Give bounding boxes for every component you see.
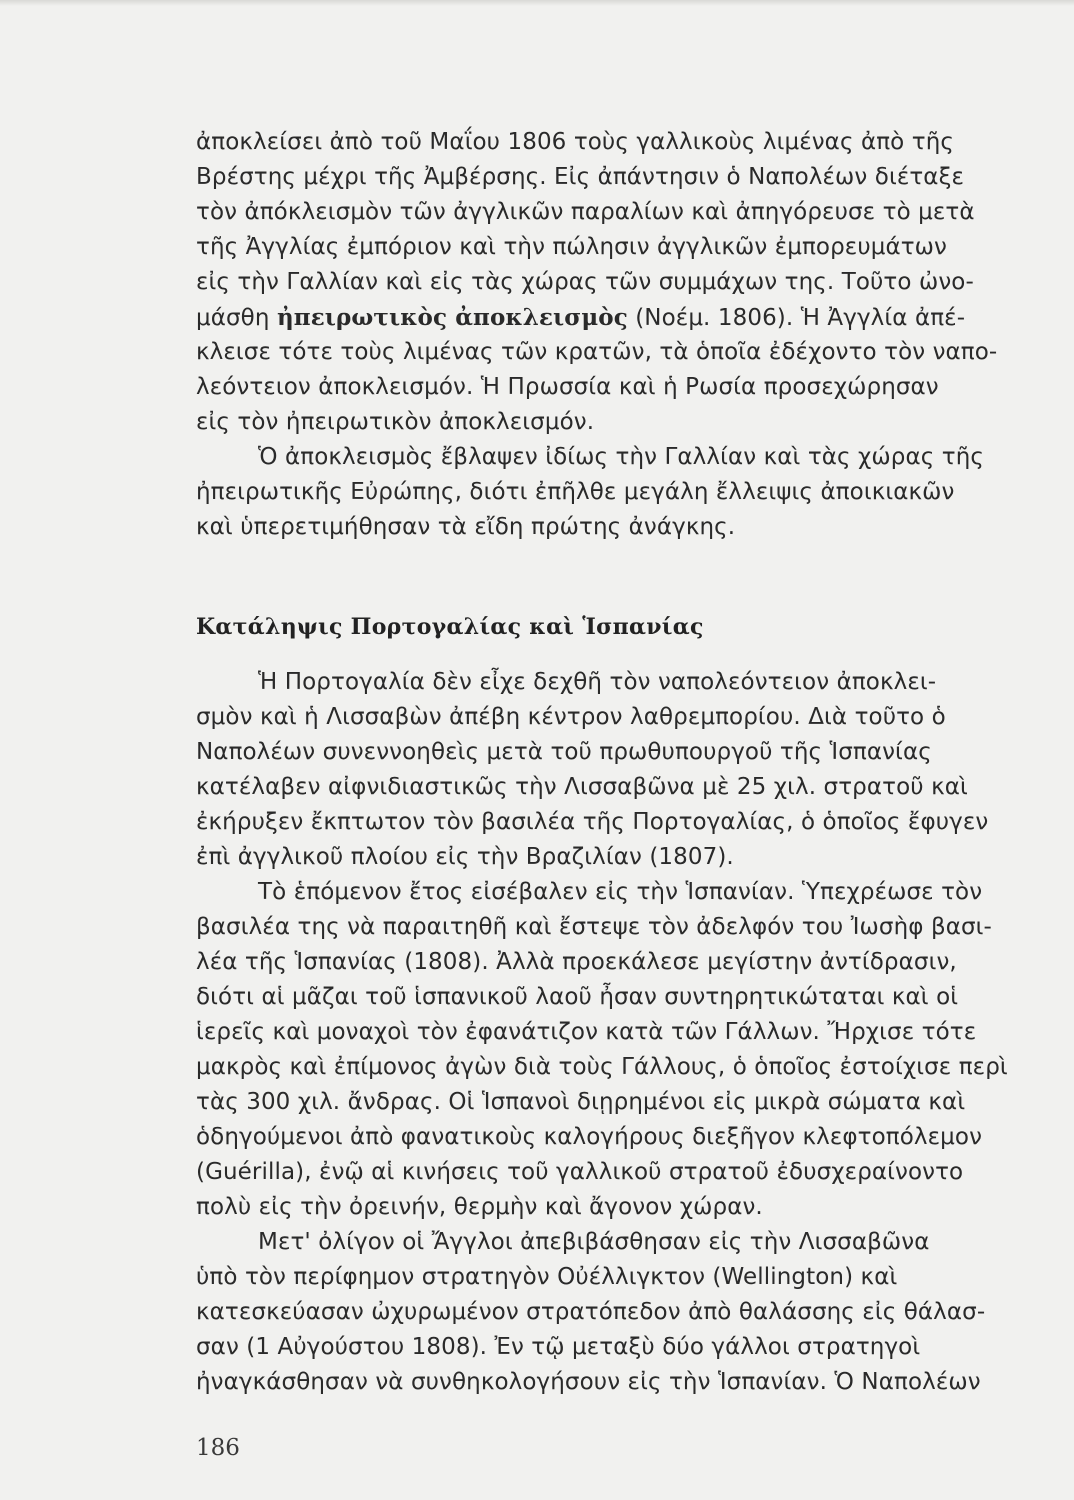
text-line: ὑπὸ τὸν περίφημον στρατηγὸν Οὐέλλιγκτον (Wellington) καὶ bbox=[196, 1264, 898, 1290]
text-line: ἠναγκάσθησαν νὰ συνθηκολογήσουν εἰς τὴν Ἱσπανίαν. Ὁ Ναπολέων bbox=[196, 1369, 981, 1395]
text-line: ὁδηγούμενοι ἀπὸ φανατικοὺς καλογήρους διεξῆγον κλεφτοπόλεμον bbox=[196, 1124, 983, 1150]
text-line-with-term bbox=[196, 300, 1014, 335]
text-line: σαν (1 Αὐγούστου 1808). Ἐν τῷ μεταξὺ δύο γάλλοι στρατηγοὶ bbox=[196, 1334, 921, 1360]
section-heading: Κατάληψις Πορτογαλίας καὶ Ἱσπανίας bbox=[196, 614, 704, 640]
bold-term-continental-blockade: ἠπειρωτικὸς ἀποκλεισμὸς bbox=[276, 304, 628, 331]
text-line: τὰς 300 χιλ. ἄνδρας. Οἱ Ἱσπανοὶ διῃρημένοι εἰς μικρὰ σώματα καὶ bbox=[196, 1089, 966, 1115]
text-line: διότι αἱ μᾶζαι τοῦ ἱσπανικοῦ λαοῦ ἦσαν συντηρητικώταται καὶ οἱ bbox=[196, 984, 959, 1010]
text-line: βασιλέα της νὰ παραιτηθῆ καὶ ἔστεψε τὸν ἀδελφόν του Ἰωσὴφ βασι- bbox=[196, 914, 992, 940]
page-top-edge bbox=[0, 0, 1074, 6]
text-fragment: (Νοέμ. 1806). Ἡ Ἀγγλία ἀπέ- bbox=[635, 305, 966, 331]
text-line: μακρὸς καὶ ἐπίμονος ἀγὼν διὰ τοὺς Γάλλους, ὁ ὁποῖος ἐστοίχισε περὶ bbox=[196, 1054, 1008, 1080]
section-continental-blockade bbox=[196, 125, 1014, 545]
text-line: τῆς Ἀγγλίας ἐμπόριον καὶ τὴν πώλησιν ἀγγλικῶν ἐμπορευμάτων bbox=[196, 234, 947, 260]
text-line: πολὺ εἰς τὴν ὀρεινήν, θερμὴν καὶ ἄγονον χώραν. bbox=[196, 1194, 763, 1220]
text-line: ἠπειρωτικῆς Εὐρώπης, διότι ἐπῆλθε μεγάλη ἔλλειψις ἀποικιακῶν bbox=[196, 479, 955, 505]
text-line: κατέλαβεν αἰφνιδιαστικῶς τὴν Λισσαβῶνα μὲ 25 χιλ. στρατοῦ καὶ bbox=[196, 774, 968, 800]
text-line: (Guérilla), ἐνῷ αἱ κινήσεις τοῦ γαλλικοῦ στρατοῦ ἐδυσχεραίνοντο bbox=[196, 1159, 964, 1185]
text-line: σμὸν καὶ ἡ Λισσαβὼν ἀπέβη κέντρον λαθρεμπορίου. Διὰ τοῦτο ὁ bbox=[196, 704, 946, 730]
text-line: ἀποκλείσει ἀπὸ τοῦ Μαΐου 1806 τοὺς γαλλικοὺς λιμένας ἀπὸ τῆς bbox=[196, 129, 954, 155]
text-line: Ὁ ἀποκλεισμὸς ἔβλαψεν ἰδίως τὴν Γαλλίαν καὶ τὰς χώρας τῆς bbox=[258, 444, 984, 470]
text-line: λέα τῆς Ἱσπανίας (1808). Ἀλλὰ προεκάλεσε μεγίστην ἀντίδρασιν, bbox=[196, 949, 957, 975]
text-line: ἐκήρυξεν ἔκπτωτον τὸν βασιλέα τῆς Πορτογαλίας, ὁ ὁποῖος ἔφυγεν bbox=[196, 809, 989, 835]
text-line: κατεσκεύασαν ὠχυρωμένον στρατόπεδον ἀπὸ θαλάσσης εἰς θάλασ- bbox=[196, 1299, 986, 1325]
text-line: λεόντειον ἀποκλεισμόν. Ἡ Πρωσσία καὶ ἡ Ρωσία προσεχώρησαν bbox=[196, 374, 939, 400]
text-line: Ναπολέων συνεννοηθεὶς μετὰ τοῦ πρωθυπουργοῦ τῆς Ἱσπανίας bbox=[196, 739, 932, 765]
text-line: καὶ ὑπερετιμήθησαν τὰ εἴδη πρώτης ἀνάγκης. bbox=[196, 514, 736, 540]
text-line: τὸν ἀπόκλεισμὸν τῶν ἀγγλικῶν παραλίων καὶ ἀπηγόρευσε τὸ μετὰ bbox=[196, 199, 975, 225]
text-line: ἱερεῖς καὶ μοναχοὶ τὸν ἐφανάτιζον κατὰ τῶν Γάλλων. Ἤρχισε τότε bbox=[196, 1019, 977, 1045]
text-line: εἰς τὸν ἠπειρωτικὸν ἀποκλεισμόν. bbox=[196, 409, 595, 435]
text-line: ἐπὶ ἀγγλικοῦ πλοίου εἰς τὴν Βραζιλίαν (1807). bbox=[196, 844, 734, 870]
text-line: κλεισε τότε τοὺς λιμένας τῶν κρατῶν, τὰ ὁποῖα ἐδέχοντο τὸν ναπο- bbox=[196, 339, 998, 365]
section-portugal-spain bbox=[196, 665, 1014, 1400]
text-line: Μετ' ὀλίγον οἱ Ἄγγλοι ἀπεβιβάσθησαν εἰς τὴν Λισσαβῶνα bbox=[258, 1229, 930, 1255]
page-number: 186 bbox=[196, 1435, 240, 1461]
text-line: Τὸ ἑπόμενον ἔτος εἰσέβαλεν εἰς τὴν Ἱσπανίαν. Ὑπεχρέωσε τὸν bbox=[258, 879, 983, 905]
text-fragment: μάσθη bbox=[196, 305, 270, 331]
text-line: Ἡ Πορτογαλία δὲν εἶχε δεχθῆ τὸν ναπολεόντειον ἀποκλει- bbox=[258, 669, 937, 695]
text-line: εἰς τὴν Γαλλίαν καὶ εἰς τὰς χώρας τῶν συμμάχων της. Τοῦτο ὠνο- bbox=[196, 269, 974, 295]
text-line: Βρέστης μέχρι τῆς Ἀμβέρσης. Εἰς ἀπάντησιν ὁ Ναπολέων διέταξε bbox=[196, 164, 965, 190]
